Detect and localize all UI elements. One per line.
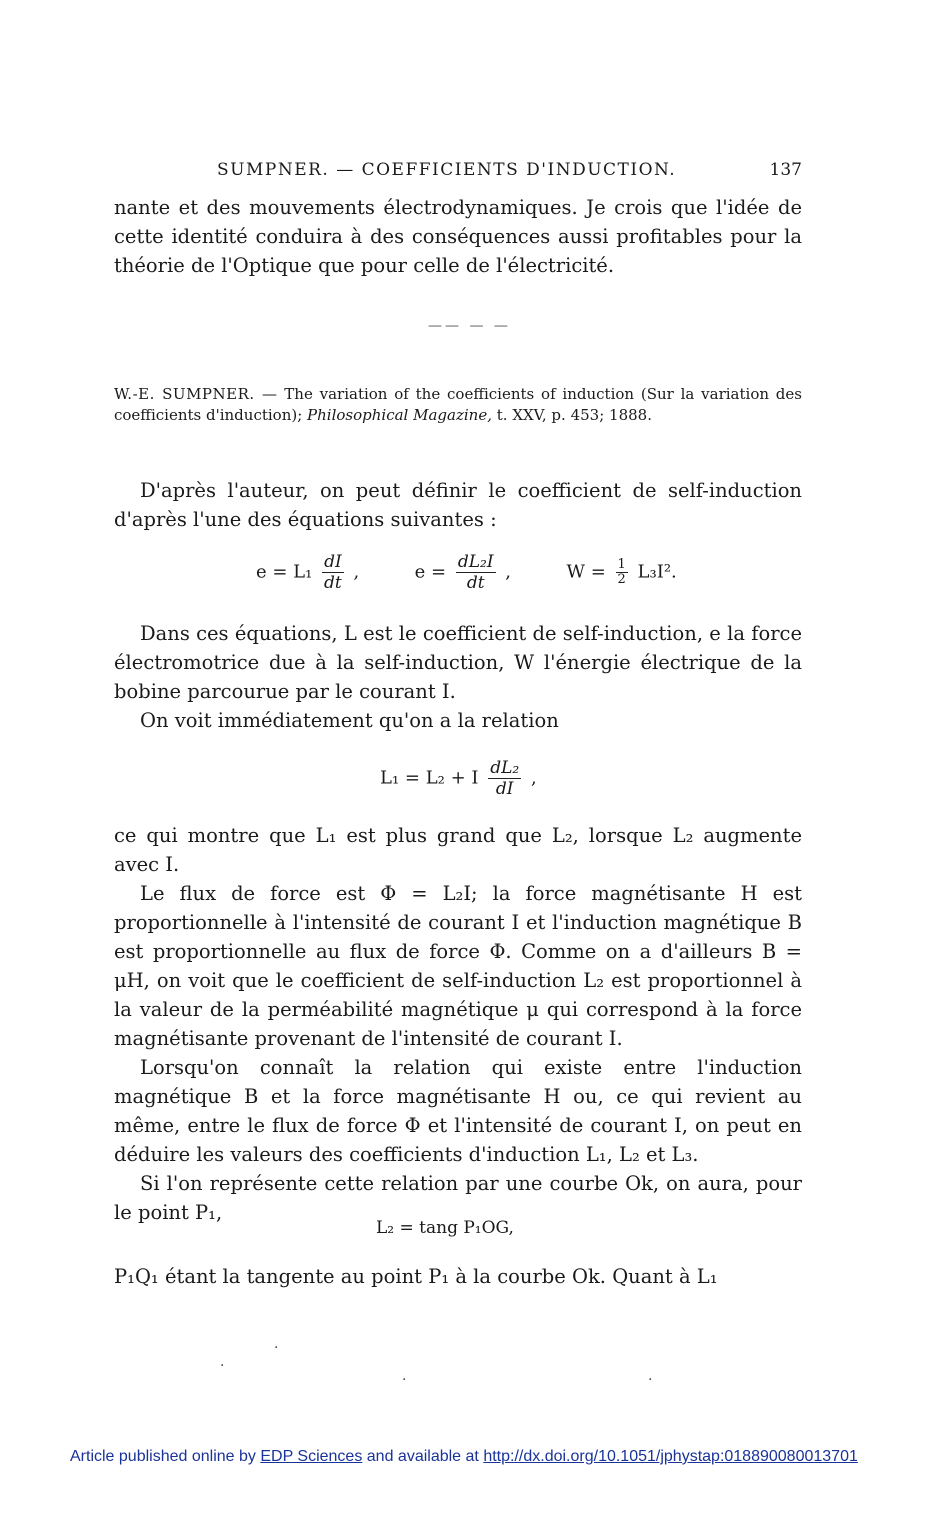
equation-term: L₃I². [637, 561, 677, 583]
publisher-link[interactable]: EDP Sciences [260, 1448, 363, 1465]
print-speck: · [648, 1372, 653, 1388]
paragraph-text: D'après l'auteur, on peut définir le coefficient de self-induction d'après l'une des équations suivantes : [114, 479, 802, 531]
equation-relation [380, 758, 537, 799]
footer-prefix: Article published online by [70, 1448, 256, 1465]
fraction [488, 758, 521, 799]
footer-middle: and available at [366, 1448, 479, 1465]
equation-term: e = [414, 561, 447, 583]
paragraph-text: On voit immédiatement qu'on a la relation [140, 709, 559, 732]
fraction-numerator: dL₂I [457, 552, 494, 572]
fraction [616, 558, 628, 587]
equation-term: , [505, 561, 512, 583]
paragraph-discussion [114, 821, 802, 1227]
running-header [112, 160, 802, 186]
section-separator: —— — — [428, 318, 511, 334]
print-speck: · [274, 1340, 279, 1356]
print-speck: · [220, 1358, 225, 1374]
paragraph-text: Dans ces équations, L est le coefficient de self-induction, e la force électromotrice due à la self-induction, W l'énergie électrique de la bobine parcourue par le courant I. [114, 622, 802, 703]
fraction-denominator: dt [324, 573, 342, 593]
equation-term: , [353, 561, 360, 583]
paragraph-text: ce qui montre que L₁ est plus grand que L₂, lorsque L₂ augmente avec I. [114, 824, 802, 876]
paragraph-continuation [114, 193, 802, 280]
paragraph-text: Le flux de force est Φ = L₂I; la force magnétisante H est proportionnelle à l'intensité de courant I et l'induction magnétique B est proportionnelle au flux de force Φ. Comme on a d'ailleurs B = μH, on voit que le coefficient de self-induction L₂ est proportionnel à la valeur de la perméabilité magnétique μ qui correspond à la force magnétisante provenant de l'intensité de courant I. [114, 882, 802, 1050]
fraction-denominator: 2 [617, 572, 626, 587]
fraction-numerator: dI [324, 552, 342, 572]
paragraph-text: P₁Q₁ étant la tangente au point P₁ à la courbe Ok. Quant à L₁ [114, 1265, 718, 1288]
fraction [456, 552, 496, 593]
bibliographic-reference [114, 384, 802, 426]
reference-author: W.-E. SUMPNER. — [114, 385, 278, 403]
equation-term: , [530, 767, 537, 789]
page-number: 137 [769, 160, 802, 180]
fraction [322, 552, 344, 593]
paragraph-definition [114, 476, 802, 534]
paragraph-final [114, 1262, 802, 1291]
fraction-numerator: dL₂ [490, 758, 520, 778]
paragraph-text: Si l'on représente cette relation par une courbe Ok, on aura, pour le point P₁, [114, 1172, 802, 1224]
print-speck: · [402, 1372, 407, 1388]
doi-link[interactable]: http://dx.doi.org/10.1051/jphystap:018890080013701 [483, 1448, 858, 1465]
equation-term: e = L₁ [256, 561, 313, 583]
equation-term: L₁ = L₂ + I [380, 767, 479, 789]
paragraph-explanation [114, 619, 802, 735]
paragraph-text: nante et des mouvements électrodynamiques. Je crois que l'idée de cette identité conduira à des conséquences aussi profitables pour la théorie de l'Optique que pour celle de l'électricité. [114, 196, 802, 277]
reference-details: t. XXV, p. 453; 1888. [496, 406, 652, 424]
equation-tangent: L₂ = tang P₁OG, [376, 1218, 514, 1238]
paragraph-text: Lorsqu'on connaît la relation qui existe entre l'induction magnétique B et la force magnétisante H ou, ce qui revient au même, entre le flux de force Φ et l'intensité de courant I, on peut en déduire les valeurs des coefficients d'induction L₁, L₂ et L₃. [114, 1056, 802, 1166]
header-title: SUMPNER. — COEFFICIENTS D'INDUCTION. [217, 160, 677, 180]
equation-term: W = [566, 561, 606, 583]
equation-row-1 [256, 552, 677, 593]
reference-title: The variation of the coefficients of induction (Sur la variation des coefficients d'induction); [114, 385, 802, 424]
fraction-numerator: 1 [617, 557, 626, 572]
publication-footer [70, 1448, 930, 1466]
fraction-denominator: dt [466, 573, 485, 593]
fraction-denominator: dI [495, 779, 514, 799]
reference-journal: Philosophical Magazine, [307, 406, 492, 424]
